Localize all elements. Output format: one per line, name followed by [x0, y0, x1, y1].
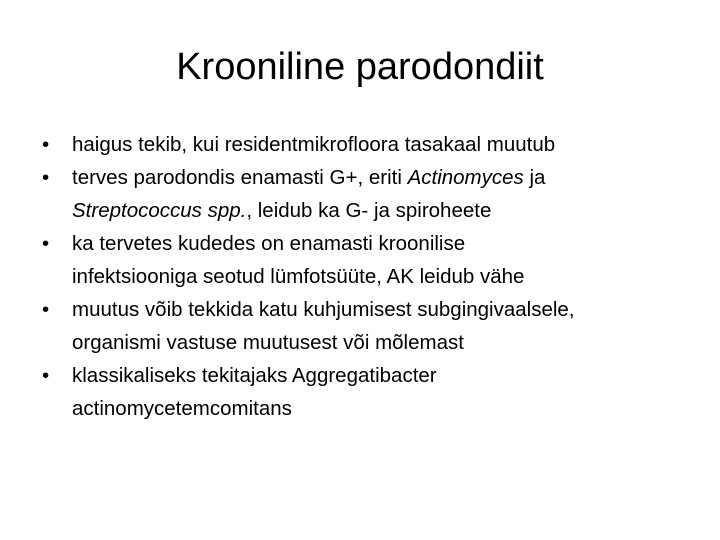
bullet-dot-icon: • [42, 298, 50, 321]
italic-term: Streptococcus spp. [72, 199, 247, 222]
bullet-item [42, 359, 702, 425]
bullet-dot-icon: • [42, 166, 50, 189]
bullet-line: haigus tekib, kui residentmikrofloora tasakaal muutub [72, 133, 556, 156]
bullet-list [42, 128, 702, 425]
bullet-line: muutus võib tekkida katu kuhjumisest subgingivaalsele, [72, 298, 575, 321]
bullet-dot-icon: • [42, 232, 50, 255]
bullet-line: Streptococcus spp., leidub ka G- ja spiroheete [72, 199, 492, 222]
bullet-item [42, 293, 702, 359]
bullet-line: organismi vastuse muutusest või mõlemast [72, 331, 464, 354]
italic-term: Actinomyces [407, 166, 524, 189]
bullet-dot-icon: • [42, 133, 50, 156]
bullet-item [42, 227, 702, 293]
bullet-line: klassikaliseks tekitajaks Aggregatibacter [72, 364, 437, 387]
bullet-line: terves parodondis enamasti G+, eriti Actinomyces ja [72, 166, 546, 189]
slide-title: Krooniline parodondiit [176, 46, 544, 88]
bullet-dot-icon: • [42, 364, 50, 387]
bullet-line: infektsiooniga seotud lümfotsüüte, AK leidub vähe [72, 265, 525, 288]
bullet-item [42, 161, 702, 227]
bullet-item [42, 128, 702, 161]
bullet-line: ka tervetes kudedes on enamasti kroonilise [72, 232, 466, 255]
bullet-line: actinomycetemcomitans [72, 397, 292, 420]
